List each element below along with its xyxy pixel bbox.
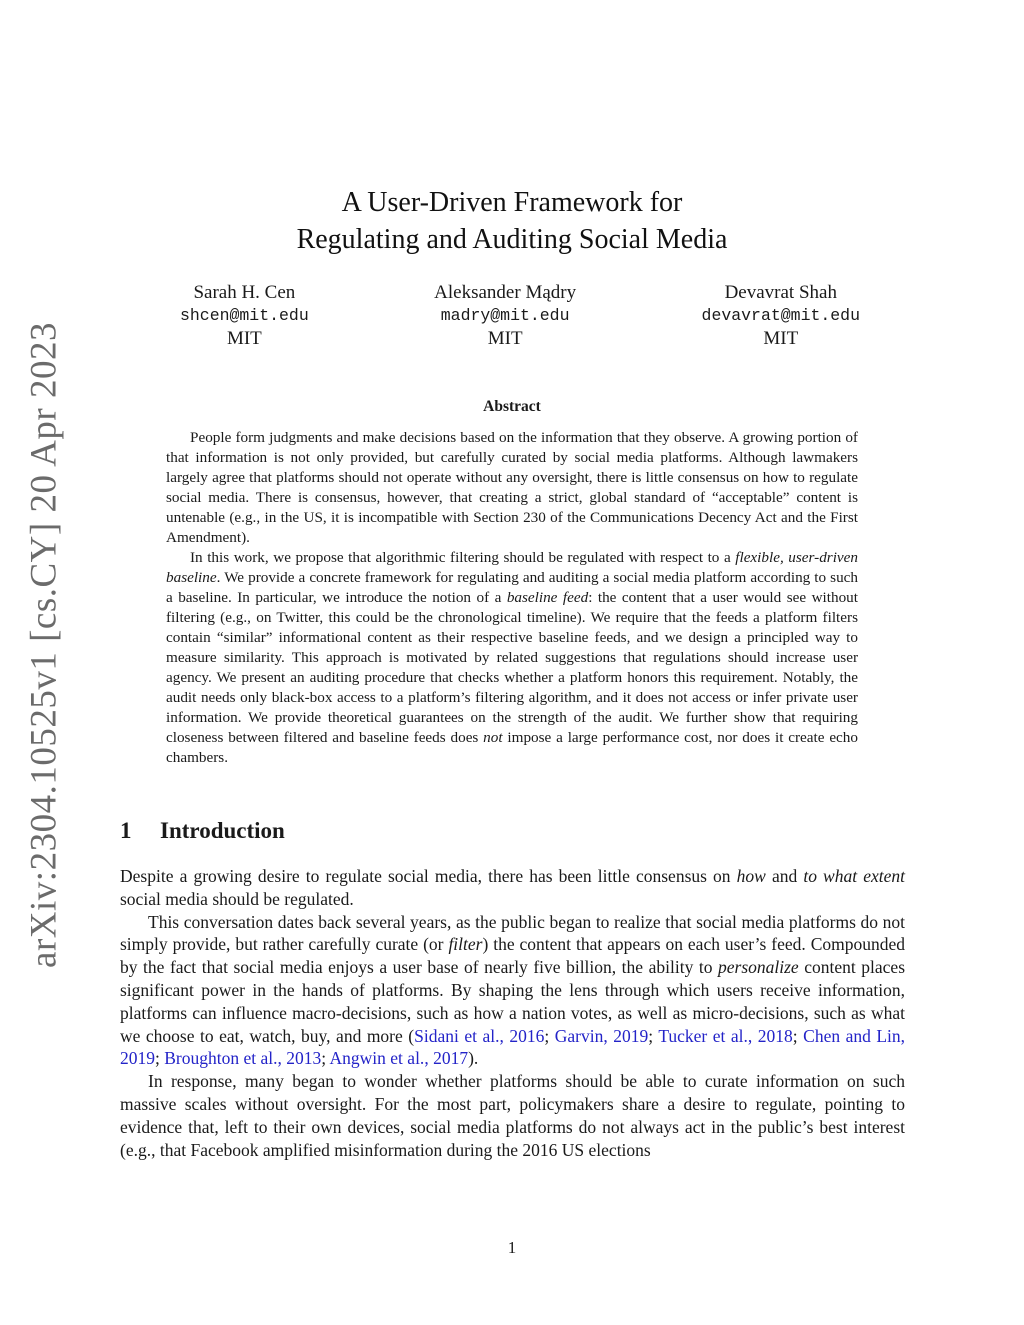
author-block — [180, 281, 860, 350]
body-paragraph: This conversation dates back several years, as the public began to realize that social media platforms do not simply provide, but rather carefully curate (or filter) the content that appears on each user’s feed. Compounded by the fact that social media enjoys a user base of nearly five billion, the ability to personalize content places significant power in the hands of platforms. By shaping the lens through which users receive information, platforms can influence macro-decisions, such as how a nation votes, as well as micro-decisions, such as what we choose to eat, watch, buy, and more (Sidani et al., 2016; Garvin, 2019; Tucker et al., 2018; Chen and Lin, 2019; Broughton et al., 2013; Angwin et al., 2017). — [120, 911, 906, 1069]
body-paragraph: In response, many began to wonder whether platforms should be able to curate information on such massive scales without oversight. For the most part, policymakers share a desire to regulate, pointing to evidence that, left to their own devices, social media platforms do not always act in the public’s best interest (e.g., that Facebook amplified misinformation during the 2016 US elections — [120, 1071, 905, 1160]
abstract-heading: Abstract — [483, 398, 541, 415]
paper-title — [0, 184, 1024, 258]
title-line-1: A User-Driven Framework for — [341, 187, 683, 218]
body-paragraph: Despite a growing desire to regulate social media, there has been little consensus on how and to what extent social media should be regulated. — [120, 866, 905, 909]
abstract-body — [166, 428, 858, 768]
author-3 — [702, 281, 860, 350]
author-1 — [180, 281, 309, 350]
author-email: shcen@mit.edu — [180, 306, 309, 325]
author-email: devavrat@mit.edu — [701, 306, 860, 325]
section-number: 1 — [120, 818, 132, 843]
author-affiliation: MIT — [487, 328, 523, 349]
page-number: 1 — [507, 1238, 517, 1257]
author-affiliation: MIT — [226, 328, 262, 349]
author-name: Sarah H. Cen — [193, 282, 296, 303]
citation-link[interactable]: Angwin et al., 2017 — [329, 1048, 469, 1069]
author-name: Devavrat Shah — [724, 282, 837, 303]
citation-link[interactable]: Chen and Lin, 2019 — [120, 1025, 906, 1069]
abstract-paragraph: In this work, we propose that algorithmic filtering should be regulated with respect to a flexible, user-driven baseline. We provide a concrete framework for regulating and auditing a social media platform according to such a baseline. In particular, we introduce the notion of a baseline feed: the content that a user would see without filtering (e.g., on Twitter, this could be the chronological timeline). We require that the feeds a platform filters contain “similar” informational content as their respective baseline feeds, and we design a principled way to measure similarity. This approach is motivated by related suggestions that regulations should increase user agency. We present an auditing procedure that checks whether a platform honors this requirement. Notably, the audit needs only black-box access to a platform’s filtering algorithm, and it does not access or infer private user information. We provide theoretical guarantees on the strength of the audit. We further show that requiring closeness between filtered and baseline feeds does not impose a large performance cost, nor does it create echo chambers. — [166, 549, 858, 766]
citation-link[interactable]: Tucker et al., 2018 — [658, 1025, 793, 1046]
section-title: Introduction — [160, 818, 285, 843]
introduction-body — [120, 865, 905, 1161]
author-email: madry@mit.edu — [440, 306, 570, 325]
citation-link[interactable]: Sidani et al., 2016 — [414, 1025, 545, 1046]
abstract-paragraph: People form judgments and make decisions based on the information that they observe. A growing portion of that information is not only provided, but carefully curated by social media platforms. Although lawmakers largely agree that platforms should not operate without any oversight, there is little consensus on how to regulate social media. There is consensus, however, that creating a strict, global standard of “acceptable” content is untenable (e.g., in the US, it is incompatible with Section 230 of the Communications Decency Act and the First Amendment). — [166, 429, 858, 546]
citation-link[interactable]: Garvin, 2019 — [554, 1025, 649, 1046]
author-name: Aleksander Mądry — [434, 282, 577, 303]
section-heading-introduction — [120, 818, 285, 844]
title-line-2: Regulating and Auditing Social Media — [296, 224, 728, 255]
author-affiliation: MIT — [763, 328, 799, 349]
citation-link[interactable]: Broughton et al., 2013 — [164, 1048, 322, 1069]
author-2 — [434, 281, 576, 350]
arxiv-identifier-stamp: arXiv:2304.10525v1 [cs.CY] 20 Apr 2023 — [23, 322, 65, 968]
